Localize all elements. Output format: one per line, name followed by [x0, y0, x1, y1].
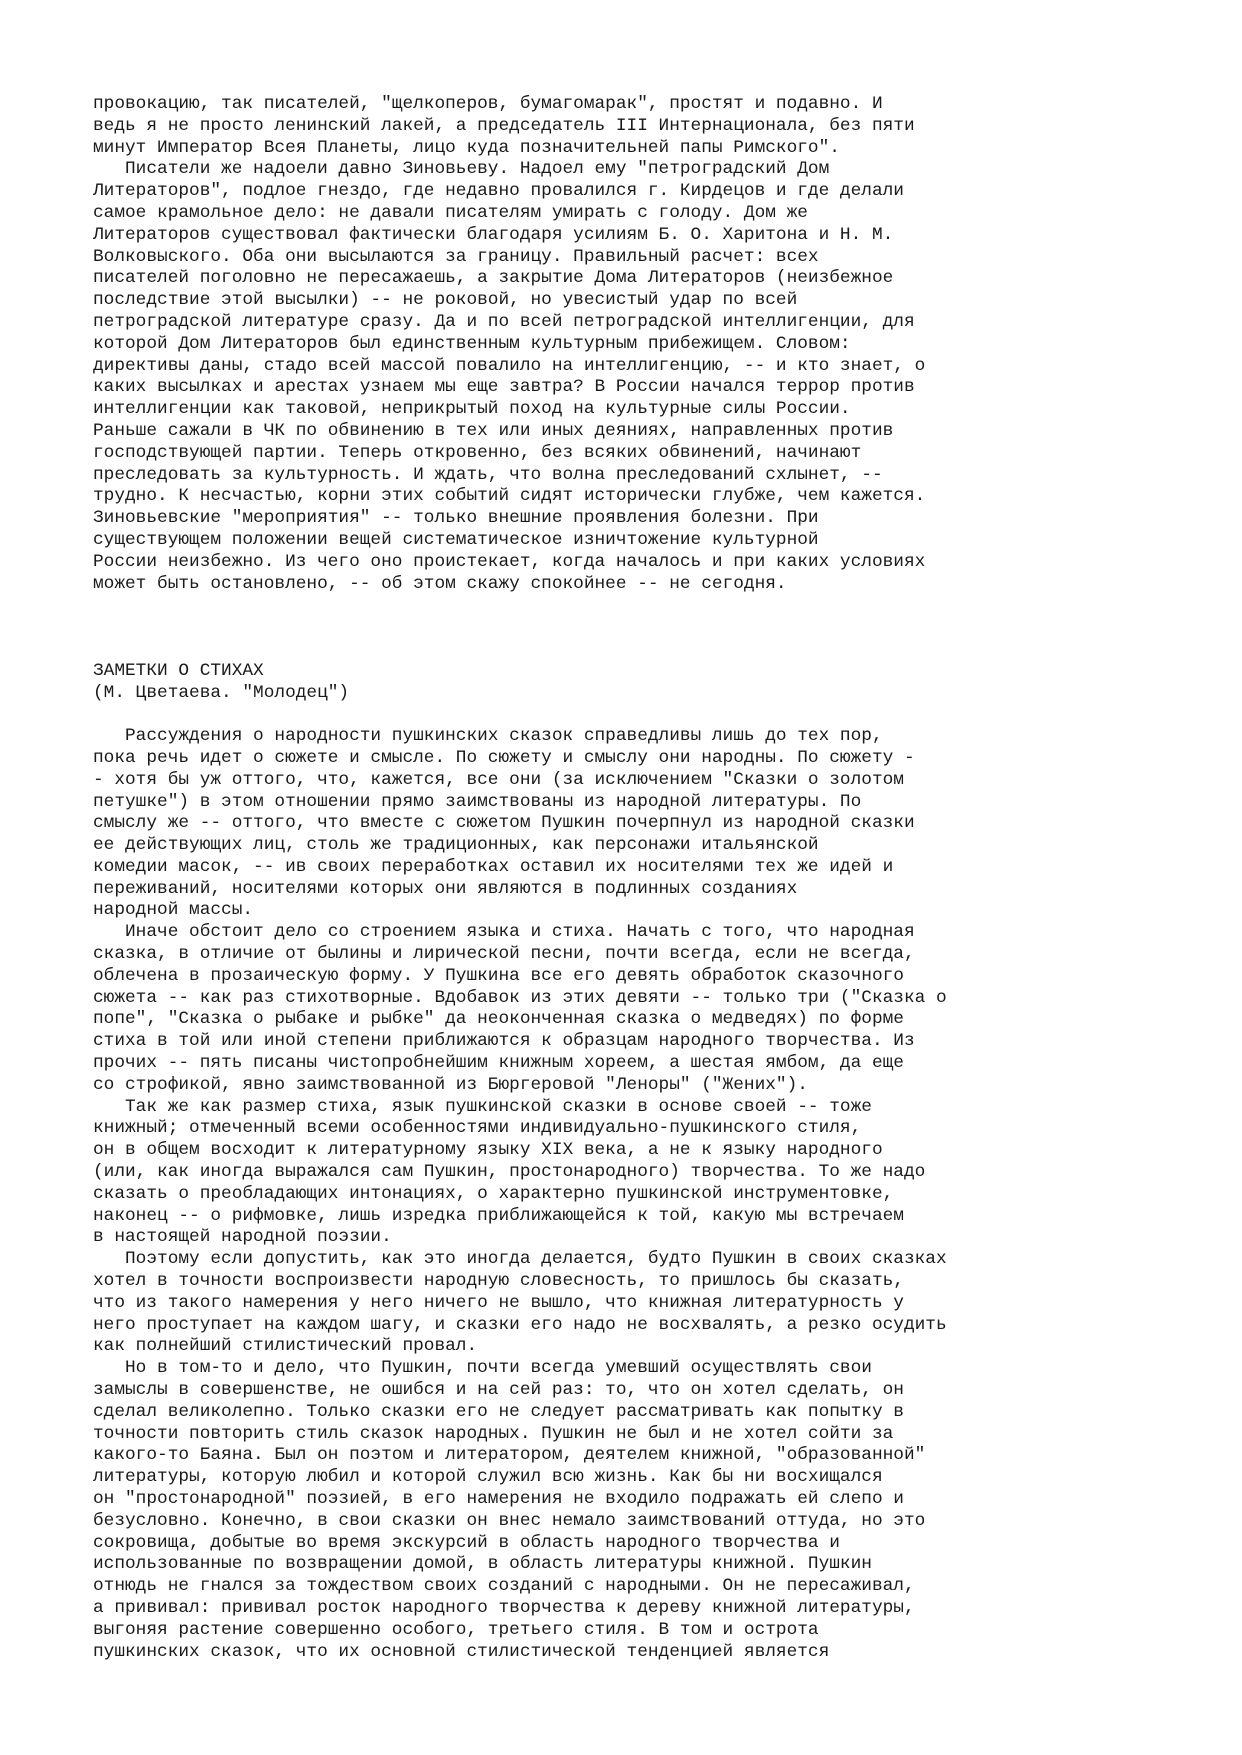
text-line: писателей поголовно не пересажаешь, а закрытие Дома Литераторов (неизбежное	[93, 268, 894, 289]
text-line: наконец -- о рифмовке, лишь изредка приближающейся к той, какую мы встречаем	[93, 1205, 904, 1226]
text-line: Рассуждения о народности пушкинских сказок справедливы лишь до тех пор,	[93, 726, 883, 747]
text-line: петушке") в этом отношении прямо заимствованы из народной литературы. По	[93, 791, 862, 812]
text-line: господствующей партии. Теперь откровенно, без всяких обвинений, начинают	[93, 442, 862, 463]
text-line: Иначе обстоит дело со строением языка и стиха. Начать с того, что народная	[93, 922, 915, 943]
text-line: Но в том-то и дело, что Пушкин, почти всегда умевший осуществлять свои	[93, 1358, 872, 1379]
text-line: ее действующих лиц, столь же традиционных, как персонажи итальянской	[93, 835, 819, 856]
text-line: самое крамольное дело: не давали писателям умирать с голоду. Дом же	[93, 202, 808, 223]
text-line: директивы даны, стадо всей массой повалило на интеллигенцию, -- и кто знает, о	[93, 355, 926, 376]
text-line: - хотя бы уж оттого, что, кажется, все они (за исключением "Сказки о золотом	[93, 769, 904, 790]
text-line: отнюдь не гнался за тождеством своих созданий с народными. Он не пересаживал,	[93, 1576, 915, 1597]
text-line: ЗАМЕТКИ О СТИХАХ	[93, 660, 264, 681]
text-line: использованные по возвращении домой, в область литературы книжной. Пушкин	[93, 1554, 872, 1575]
text-line: а прививал: прививал росток народного творчества к дереву книжной литературы,	[93, 1597, 915, 1618]
text-line: со строфикой, явно заимствованной из Бюргеровой "Леноры" ("Жених").	[93, 1074, 808, 1095]
text-line: сделал великолепно. Только сказки его не следует рассматривать как попытку в	[93, 1401, 904, 1422]
text-line: петроградской литературе сразу. Да и по всей петроградской интеллигенции, для	[93, 311, 915, 332]
text-line	[93, 595, 1213, 617]
text-line: минут Император Всея Планеты, лицо куда позначительней папы Римского".	[93, 137, 840, 158]
text-line: переживаний, носителями которых они являются в подлинных созданиях	[93, 878, 798, 899]
text-line	[93, 704, 1213, 726]
text-line: может быть остановлено, -- об этом скажу спокойнее -- не сегодня.	[93, 573, 787, 594]
text-line: (или, как иногда выражался сам Пушкин, простонародного) творчества. То же надо	[93, 1162, 926, 1183]
text-line: в настоящей народной поэзии.	[93, 1227, 392, 1248]
text-line	[93, 617, 1213, 639]
text-line: Писатели же надоели давно Зиновьеву. Надоел ему "петроградский Дом	[93, 159, 830, 180]
text-line: замыслы в совершенстве, не ошибся и на сей раз: то, что он хотел сделать, он	[93, 1380, 904, 1401]
text-line	[93, 639, 1213, 661]
text-line: что из такого намерения у него ничего не вышло, что книжная литературность у	[93, 1292, 904, 1313]
text-line: трудно. К несчастью, корни этих событий сидят исторически глубже, чем кажется.	[93, 486, 926, 507]
text-line: стиха в той или иной степени приближаются к образцам народного творчества. Из	[93, 1031, 915, 1052]
text-line: каких высылках и арестах узнаем мы еще завтра? В России начался террор против	[93, 377, 915, 398]
text-line: выгоняя растение совершенно особого, третьего стиля. В том и острота	[93, 1619, 819, 1640]
text-line: Поэтому если допустить, как это иногда делается, будто Пушкин в своих сказках	[93, 1249, 947, 1270]
text-line: последствие этой высылки) -- не роковой, но увесистый удар по всей	[93, 290, 798, 311]
text-line: ведь я не просто ленинский лакей, а председатель III Интернационала, без пяти	[93, 115, 915, 136]
text-line: точности повторить стиль сказок народных. Пушкин не был и не хотел сойти за	[93, 1423, 894, 1444]
text-line: преследовать за культурность. И ждать, что волна преследований схлынет, --	[93, 464, 883, 485]
text-line: пушкинских сказок, что их основной стилистической тенденцией является	[93, 1641, 830, 1662]
text-line: Литераторов", подлое гнездо, где недавно провалился г. Кирдецов и где делали	[93, 181, 904, 202]
text-line: прочих -- пять писаны чистопробнейшим книжным хореем, а шестая ямбом, да еще	[93, 1053, 904, 1074]
text-line: России неизбежно. Из чего оно проистекает, когда началось и при каких условиях	[93, 551, 926, 572]
text-line: него проступает на каждом шагу, и сказки его надо не восхвалять, а резко осудить	[93, 1314, 947, 1335]
text-line: облечена в прозаическую форму. У Пушкина все его девять обработок сказочного	[93, 965, 904, 986]
text-line: комедии масок, -- ив своих переработках оставил их носителями тех же идей и	[93, 856, 894, 877]
text-line: (М. Цветаева. "Молодец")	[93, 682, 350, 703]
text-line: Так же как размер стиха, язык пушкинской сказки в основе своей -- тоже	[93, 1096, 872, 1117]
text-line: Раньше сажали в ЧК по обвинению в тех или иных деяниях, направленных против	[93, 420, 894, 441]
text-line: сказать о преобладающих интонациях, о характерно пушкинской инструментовке,	[93, 1183, 894, 1204]
text-line: которой Дом Литераторов был единственным культурным прибежищем. Словом:	[93, 333, 851, 354]
text-line: хотел в точности воспроизвести народную словесность, то пришлось бы сказать,	[93, 1271, 904, 1292]
text-line: безусловно. Конечно, в свои сказки он внес немало заимствований оттуда, но это	[93, 1510, 926, 1531]
text-line: пока речь идет о сюжете и смысле. По сюжету и смыслу они народны. По сюжету -	[93, 747, 915, 768]
document-text	[93, 94, 1213, 1663]
text-line: литературы, которую любил и которой служил всю жизнь. Как бы ни восхищался	[93, 1467, 883, 1488]
text-line: Зиновьевские "мероприятия" -- только внешние проявления болезни. При	[93, 508, 819, 529]
text-line: он в общем восходит к литературному языку XIX века, а не к языку народного	[93, 1140, 883, 1161]
text-line: как полнейший стилистический провал.	[93, 1336, 478, 1357]
text-line: Волковыского. Оба они высылаются за границу. Правильный расчет: всех	[93, 246, 819, 267]
text-line: он "простонародной" поэзией, в его намерения не входило подражать ей слепо и	[93, 1489, 904, 1509]
text-line: сюжета -- как раз стихотворные. Вдобавок из этих девяти -- только три ("Сказка о	[93, 987, 947, 1008]
text-line: книжный; отмеченный всеми особенностями индивидуально-пушкинского стиля,	[93, 1118, 862, 1139]
text-line: народной массы.	[93, 900, 254, 921]
text-line: сказка, в отличие от былины и лирической песни, почти всегда, если не всегда,	[93, 944, 915, 965]
text-line: Литераторов существовал фактически благодаря усилиям Б. О. Харитона и Н. М.	[93, 224, 894, 245]
text-line: сокровища, добытые во время экскурсий в область народного творчества и	[93, 1532, 840, 1553]
text-line: существующем положении вещей систематическое изничтожение культурной	[93, 529, 819, 550]
text-line: смыслу же -- оттого, что вместе с сюжетом Пушкин почерпнул из народной сказки	[93, 813, 915, 834]
text-line: интеллигенции как таковой, неприкрытый поход на культурные силы России.	[93, 399, 851, 420]
text-line: провокацию, так писателей, "щелкоперов, бумагомарак", простят и подавно. И	[93, 94, 883, 114]
text-line: попе", "Сказка о рыбаке и рыбке" да неоконченная сказка о медведях) по форме	[93, 1009, 904, 1030]
text-line: какого-то Баяна. Был он поэтом и литератором, деятелем книжной, "образованной"	[93, 1445, 926, 1466]
